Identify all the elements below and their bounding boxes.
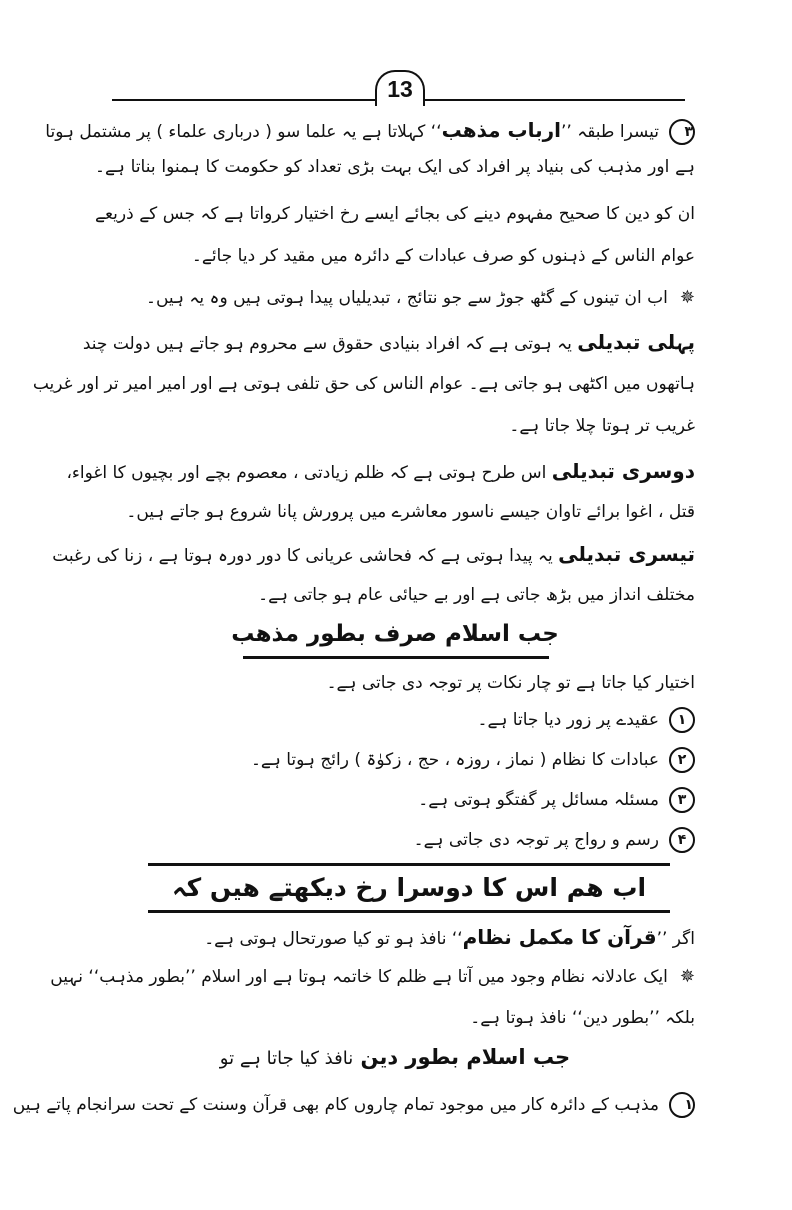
p1-line-2: ہے اور مذہب کی بنیاد پر افراد کی ایک بہت بڑی تعداد کو حکومت کا ہمنوا بناتا ہے۔: [95, 157, 695, 177]
change-label: تیسری تبدیلی: [558, 542, 695, 566]
c3-line-1: تیسری تبدیلی یہ پیدا ہوتی ہے کہ فحاشی عریانی کا دور دورہ ہوتا ہے ، زنا کی رغبت: [52, 542, 695, 566]
p3-line-1: ✵ایک عادلانہ نظام وجود میں آتا ہے ظلم کا خاتمہ ہوتا ہے اور اسلام ’’بطور مذہب‘‘ نہیں: [50, 966, 695, 987]
item-number-marker: ۲: [669, 747, 695, 773]
section-heading: جب اسلام صرف بطور مذھب: [231, 621, 559, 647]
p1-line-3: ان کو دین کا صحیح مفہوم دینے کی بجائے ایسے رخ اختیار کرواتا ہے کہ جس کے ذریعے: [95, 204, 695, 224]
c2-line-1: دوسری تبدیلی اس طرح ہوتی ہے کہ ظلم زیادتی ، معصوم بچے اور بچیوں کا اغواء،: [66, 459, 695, 483]
star-bullet-icon: ✵: [679, 287, 695, 308]
star-bullet-icon: ✵: [679, 966, 695, 987]
c2-line-2: قتل ، اغوا برائے تاوان جیسے ناسور معاشرے میں پرورش پانا شروع ہو جاتے ہیں۔: [126, 502, 695, 522]
c1-line-2: ہاتھوں میں اکٹھی ہو جاتی ہے۔ عوام الناس کی حق تلفی ہوتی ہے اور امیر امیر تر اور غریب: [32, 374, 695, 394]
p1-line-4: عوام الناس کے ذہنوں کو صرف عبادات کے دائرہ میں مقید کر دیا جائے۔: [191, 246, 695, 266]
p1-line-1: ۳تیسرا طبقہ ’’ارباب مذھب‘‘ کہلاتا ہے یہ علما سو ( درباری علماء ) پر مشتمل ہوتا: [95, 115, 695, 147]
item-number-marker: ۱: [669, 707, 695, 733]
highlight-term: ارباب مذھب: [441, 118, 562, 142]
change-label: دوسری تبدیلی: [551, 459, 695, 483]
heading-underline: [243, 656, 549, 659]
p3-line-2: بلکہ ’’بطور دین‘‘ نافذ ہوتا ہے۔: [470, 1008, 695, 1028]
list-item: ۲عبادات کا نظام ( نماز ، روزہ ، حج ، زکوٰۃ ) رائج ہوتا ہے۔: [95, 745, 695, 775]
p2-line: ✵اب ان تینوں کے گٹھ جوڑ سے جو نتائج ، تبدیلیاں پیدا ہوتی ہیں وہ یہ ہیں۔: [146, 287, 695, 308]
item-number-marker: ۳: [669, 119, 695, 145]
quran-system-line: اگر ’’قرآن کا مکمل نظام‘‘ نافذ ہو تو کیا صورتحال ہوتی ہے۔: [204, 925, 695, 949]
highlight-term: قرآن کا مکمل نظام: [462, 925, 657, 949]
c1-line-3: غریب تر ہوتا چلا جاتا ہے۔: [509, 416, 695, 436]
list-item: ۳مسئلہ مسائل پر گفتگو ہوتی ہے۔: [95, 785, 695, 815]
item-number-marker: ۱: [669, 1092, 695, 1118]
c1-line-1: پہلی تبدیلی یہ ہوتی ہے کہ افراد بنیادی حقوق سے محروم ہو جاتے ہیں دولت چند: [82, 330, 695, 354]
section-heading: جب اسلام بطور دین نافذ کیا جاتا ہے تو: [219, 1045, 571, 1069]
change-label: پہلی تبدیلی: [577, 330, 695, 354]
intro-line: اختیار کیا جاتا ہے تو چار نکات پر توجہ دی جاتی ہے۔: [326, 673, 695, 693]
list-item: ۱عقیدے پر زور دیا جاتا ہے۔: [95, 705, 695, 735]
section-heading-boxed: اب ھم اس کا دوسرا رخ دیکھتے ھیں کہ: [148, 863, 670, 913]
item-number-marker: ۳: [669, 787, 695, 813]
list-item: ۴رسم و رواج پر توجہ دی جاتی ہے۔: [95, 825, 695, 855]
page-number-badge: [375, 70, 425, 106]
page-number: 13: [387, 76, 413, 102]
c3-line-2: مختلف انداز میں بڑھ جاتی ہے اور بے حیائی عام ہو جاتی ہے۔: [258, 585, 695, 605]
item-number-marker: ۴: [669, 827, 695, 853]
list-item: ۱مذہب کے دائرہ کار میں موجود تمام چاروں کام بھی قرآن وسنت کے تحت سرانجام پاتے ہیں: [95, 1090, 695, 1120]
